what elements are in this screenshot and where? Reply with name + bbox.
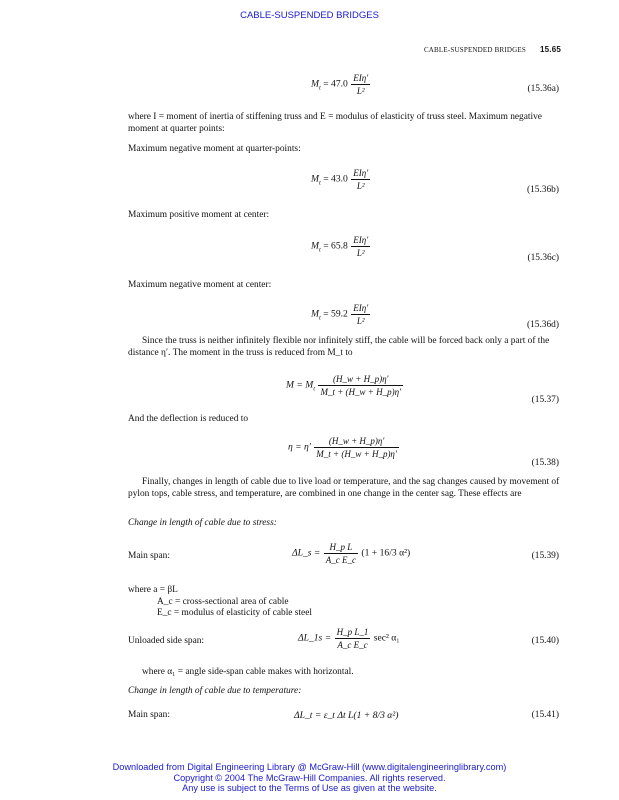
eq-number-15-36b: (15.36b) <box>526 185 559 195</box>
eq-lhs: M <box>311 308 319 320</box>
eq-number-15-36d: (15.36d) <box>526 320 559 330</box>
equation-15-36d <box>311 303 371 326</box>
where-alpha: where α₁ = angle side-span cable makes with horizontal. <box>142 667 354 677</box>
eq-lhs: M = M <box>286 379 314 391</box>
eq-sub: t <box>319 84 321 92</box>
equation-15-36a <box>311 73 371 96</box>
eq-lhs: ΔL_1s = <box>298 632 332 644</box>
eq-sub: t <box>313 385 316 393</box>
paragraph-negative-center: Maximum negative moment at center: <box>128 280 272 290</box>
eq-numerator: H_p L_1 <box>336 627 369 637</box>
eq-denominator: M_t + (H_w + H_p)η′ <box>316 449 397 459</box>
eq-sub: t <box>319 246 321 254</box>
eq-lhs: η = η′ <box>288 441 311 453</box>
eq-number-15-40: (15.40) <box>531 636 559 646</box>
equation-15-37 <box>286 374 404 397</box>
equation-15-36b <box>311 168 371 191</box>
eq-numerator: EIη′ <box>353 235 369 245</box>
label-main-span-stress: Main span: <box>128 551 170 561</box>
eq-fraction <box>351 168 370 191</box>
label-unloaded-side-span: Unloaded side span: <box>128 636 205 646</box>
where-a: where a = βL <box>128 585 178 595</box>
heading-temperature: Change in length of cable due to temperature: <box>128 686 302 696</box>
eq-lhs: M <box>311 78 319 90</box>
eq-fraction <box>314 436 399 459</box>
eq-numerator: (H_w + H_p)η′ <box>318 374 403 386</box>
page-number: 15.65 <box>539 45 561 54</box>
eq-number-15-41: (15.41) <box>531 710 559 720</box>
eq-coef: = 59.2 <box>323 308 348 320</box>
equation-15-36c <box>311 235 371 258</box>
where-ac: A_c = cross-sectional area of cable <box>157 597 289 607</box>
eq-number-15-38: (15.38) <box>531 458 559 468</box>
paragraph-finally: Finally, changes in length of cable due to live load or temperature, and the sag changes caused by movement of pylon tops, cable stress, and temperature, are combined in one change in the center sag. These effects are <box>128 477 560 499</box>
eq-coef: = 43.0 <box>323 173 348 185</box>
site-header: CABLE-SUSPENDED BRIDGES <box>240 10 379 21</box>
equation-15-39 <box>292 542 410 565</box>
eq-number-15-37: (15.37) <box>531 395 559 405</box>
running-head <box>424 45 561 54</box>
eq-numerator: EIη′ <box>353 168 369 178</box>
paragraph-deflection: And the deflection is reduced to <box>128 414 249 424</box>
equation-15-41: ΔL_t = ε_t Δt L(1 + 8/3 α²) <box>294 710 399 721</box>
eq-number-15-39: (15.39) <box>531 551 559 561</box>
heading-stress: Change in length of cable due to stress: <box>128 518 277 528</box>
eq-denominator: L² <box>356 316 365 326</box>
eq-rest: (1 + 16/3 α²) <box>361 547 411 559</box>
eq-fraction <box>351 303 370 326</box>
eq-denominator: L² <box>356 86 365 96</box>
eq-coef: = 47.0 <box>323 78 348 90</box>
eq-fraction <box>351 235 370 258</box>
equation-15-38 <box>288 436 400 459</box>
eq-number-15-36c: (15.36c) <box>527 253 559 263</box>
eq-fraction <box>335 627 371 650</box>
eq-fraction <box>351 73 370 96</box>
equation-15-40 <box>298 627 400 650</box>
eq-fraction <box>318 374 403 397</box>
eq-number-15-36a: (15.36a) <box>527 84 559 94</box>
eq-coef: = 65.8 <box>323 240 348 252</box>
eq-numerator: EIη′ <box>353 73 369 83</box>
eq-sub: t <box>319 314 321 322</box>
where-ec: E_c = modulus of elasticity of cable steel <box>157 608 312 618</box>
eq-sub: t <box>319 179 321 187</box>
eq-denominator: L² <box>356 181 365 191</box>
paragraph-positive-center: Maximum positive moment at center: <box>128 210 270 220</box>
paragraph-moment-inertia: where I = moment of inertia of stiffening truss and E = modulus of elasticity of truss steel. Maximum negative moment at quarter points: <box>128 112 542 134</box>
eq-denominator: M_t + (H_w + H_p)η′ <box>320 387 402 397</box>
eq-fraction <box>324 542 358 565</box>
eq-rest: sec² α₁ <box>373 632 400 644</box>
paragraph-truss-flexibility: Since the truss is neither infinitely flexible nor infinitely stiff, the cable will be forced back only a part of the distance η′. The moment in the truss is reduced from M_t to <box>128 336 550 358</box>
footer-terms: Any use is subject to the Terms of Use as given at the website. <box>182 783 437 793</box>
eq-numerator: EIη′ <box>353 303 369 313</box>
running-title: CABLE-SUSPENDED BRIDGES <box>423 46 526 54</box>
label-main-span-temperature: Main span: <box>128 710 170 720</box>
eq-lhs: ΔL_s = <box>292 547 321 559</box>
eq-lhs: M <box>311 173 319 185</box>
eq-numerator: (H_w + H_p)η′ <box>314 436 399 448</box>
footer-download-link[interactable]: Downloaded from Digital Engineering Library @ McGraw-Hill (www.digitalengineeringlibrary.com) <box>112 762 507 772</box>
footer <box>0 762 619 794</box>
eq-lhs: M <box>311 240 319 252</box>
eq-denominator: A_c E_c <box>337 640 368 650</box>
footer-copyright: Copyright © 2004 The McGraw-Hill Companies. All rights reserved. <box>173 772 446 783</box>
eq-denominator: L² <box>356 248 365 258</box>
eq-numerator: H_p L <box>324 542 358 554</box>
eq-denominator: A_c E_c <box>325 555 357 565</box>
paragraph-quarter-points: Maximum negative moment at quarter-points: <box>128 144 301 154</box>
